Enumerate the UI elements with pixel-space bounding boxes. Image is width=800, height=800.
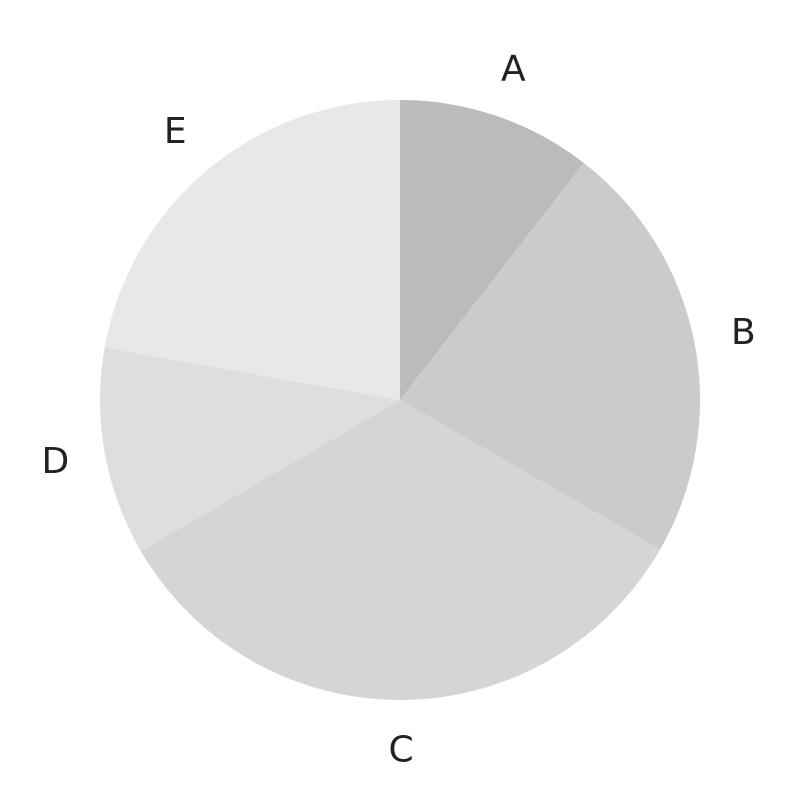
pie-label-b: B	[731, 311, 756, 353]
pie-slices	[100, 100, 700, 700]
pie-label-a: A	[501, 48, 526, 90]
pie-label-c: C	[388, 729, 414, 771]
pie-slice-e	[105, 100, 400, 400]
pie-label-e: E	[163, 111, 187, 153]
pie-label-d: D	[41, 440, 70, 482]
